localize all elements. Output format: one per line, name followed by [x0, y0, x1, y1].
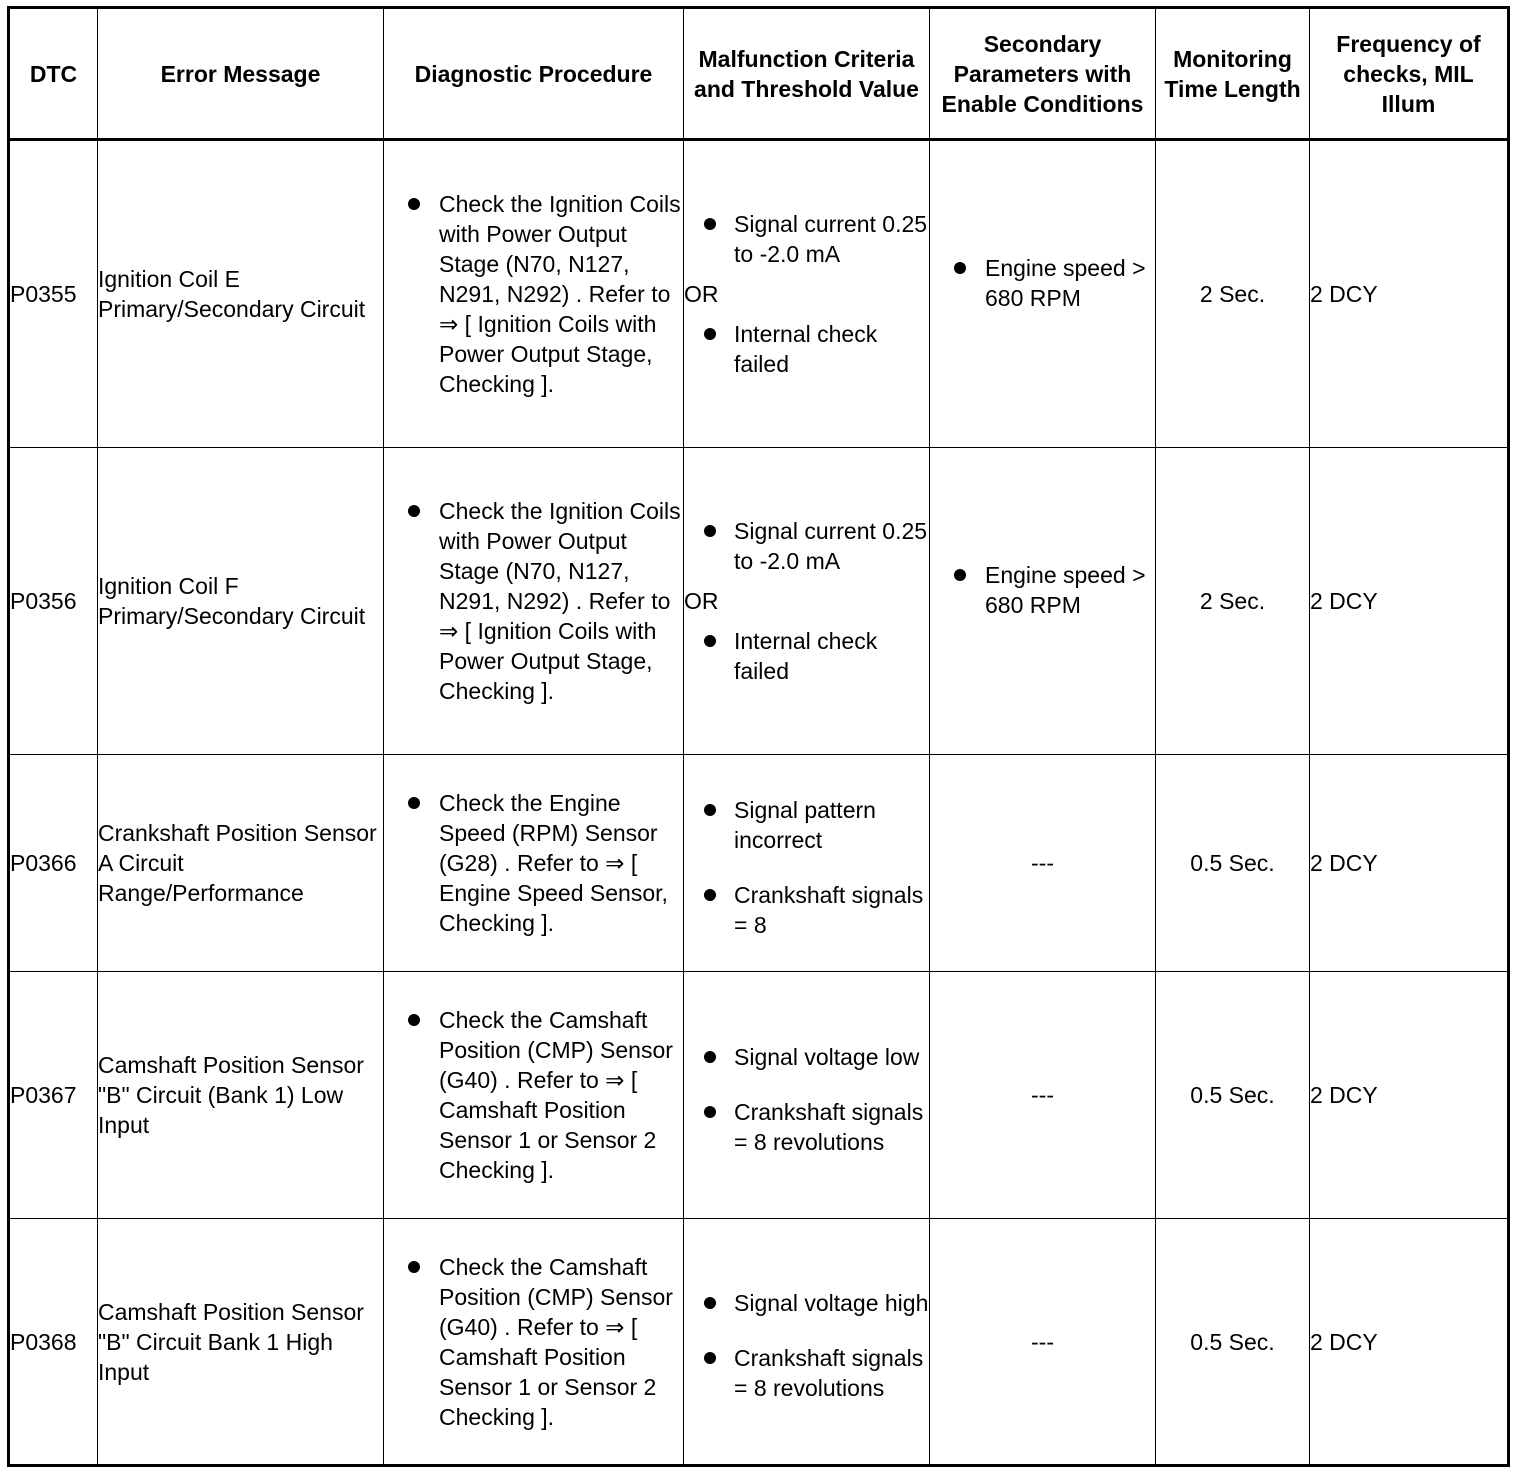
error-message: Camshaft Position Sensor "B" Circuit (Bank 1) Low Input [98, 972, 384, 1219]
secondary-parameters: --- [930, 972, 1156, 1219]
frequency: 2 DCY [1310, 140, 1509, 448]
header-dtc: DTC [9, 8, 98, 140]
malfunction-criteria [684, 755, 930, 972]
header-secondary-parameters: Secondary Parameters with Enable Conditions [930, 8, 1156, 140]
table-row [9, 972, 1509, 1219]
dtc-code: P0368 [9, 1219, 98, 1466]
diagnostic-procedure [384, 1219, 684, 1466]
criteria-item: Signal voltage high [684, 1288, 929, 1318]
table-row [9, 448, 1509, 755]
dtc-code: P0355 [9, 140, 98, 448]
header-malfunction-criteria: Malfunction Criteria and Threshold Value [684, 8, 930, 140]
frequency: 2 DCY [1310, 755, 1509, 972]
monitoring-time: 0.5 Sec. [1156, 972, 1310, 1219]
criteria-item: Crankshaft signals = 8 revolutions [684, 1343, 929, 1403]
secondary-parameters [930, 448, 1156, 755]
diagnostic-procedure [384, 755, 684, 972]
procedure-item: Check the Camshaft Position (CMP) Sensor (G40) . Refer to ⇒ [ Camshaft Position Sensor 1 or Sensor 2 Checking ]. [384, 1005, 683, 1185]
procedure-item: Check the Ignition Coils with Power Output Stage (N70, N127, N291, N292) . Refer to ⇒ [ Ignition Coils with Power Output Stage, Checking ]. [384, 189, 683, 399]
criteria-item: Internal check failed [684, 319, 929, 379]
table-row [9, 140, 1509, 448]
header-monitoring-time: Monitoring Time Length [1156, 8, 1310, 140]
criteria-item: Crankshaft signals = 8 [684, 880, 929, 940]
header-error-message: Error Message [98, 8, 384, 140]
header-diagnostic-procedure: Diagnostic Procedure [384, 8, 684, 140]
dtc-code: P0356 [9, 448, 98, 755]
frequency: 2 DCY [1310, 972, 1509, 1219]
monitoring-time: 0.5 Sec. [1156, 755, 1310, 972]
header-row [9, 8, 1509, 140]
error-message: Ignition Coil F Primary/Secondary Circuit [98, 448, 384, 755]
monitoring-time: 0.5 Sec. [1156, 1219, 1310, 1466]
procedure-item: Check the Engine Speed (RPM) Sensor (G28) . Refer to ⇒ [ Engine Speed Sensor, Checking ]. [384, 788, 683, 938]
criteria-item: Signal voltage low [684, 1042, 929, 1072]
malfunction-criteria [684, 448, 930, 755]
dtc-code: P0366 [9, 755, 98, 972]
procedure-item: Check the Camshaft Position (CMP) Sensor (G40) . Refer to ⇒ [ Camshaft Position Sensor 1 or Sensor 2 Checking ]. [384, 1252, 683, 1432]
diagnostic-procedure [384, 140, 684, 448]
dtc-table [7, 6, 1510, 1467]
diagnostic-procedure [384, 448, 684, 755]
malfunction-criteria [684, 140, 930, 448]
error-message: Camshaft Position Sensor "B" Circuit Bank 1 High Input [98, 1219, 384, 1466]
procedure-item: Check the Ignition Coils with Power Output Stage (N70, N127, N291, N292) . Refer to ⇒ [ Ignition Coils with Power Output Stage, Checking ]. [384, 496, 683, 706]
error-message: Ignition Coil E Primary/Secondary Circuit [98, 140, 384, 448]
frequency: 2 DCY [1310, 448, 1509, 755]
secondary-item: Engine speed > 680 RPM [930, 560, 1155, 620]
header-frequency: Frequency of checks, MIL Illum [1310, 8, 1509, 140]
table-row [9, 755, 1509, 972]
criteria-item: Signal current 0.25 to -2.0 mA [684, 516, 929, 576]
criteria-or-label: OR [684, 281, 719, 307]
criteria-or-label: OR [684, 588, 719, 614]
monitoring-time: 2 Sec. [1156, 448, 1310, 755]
error-message: Crankshaft Position Sensor A Circuit Range/Performance [98, 755, 384, 972]
criteria-item: Signal current 0.25 to -2.0 mA [684, 209, 929, 269]
dtc-code: P0367 [9, 972, 98, 1219]
frequency: 2 DCY [1310, 1219, 1509, 1466]
secondary-parameters: --- [930, 1219, 1156, 1466]
secondary-parameters [930, 140, 1156, 448]
diagnostic-procedure [384, 972, 684, 1219]
criteria-item: Internal check failed [684, 626, 929, 686]
criteria-item: Signal pattern incorrect [684, 795, 929, 855]
secondary-item: Engine speed > 680 RPM [930, 253, 1155, 313]
malfunction-criteria [684, 972, 930, 1219]
monitoring-time: 2 Sec. [1156, 140, 1310, 448]
criteria-item: Crankshaft signals = 8 revolutions [684, 1097, 929, 1157]
table-row [9, 1219, 1509, 1466]
secondary-parameters: --- [930, 755, 1156, 972]
malfunction-criteria [684, 1219, 930, 1466]
